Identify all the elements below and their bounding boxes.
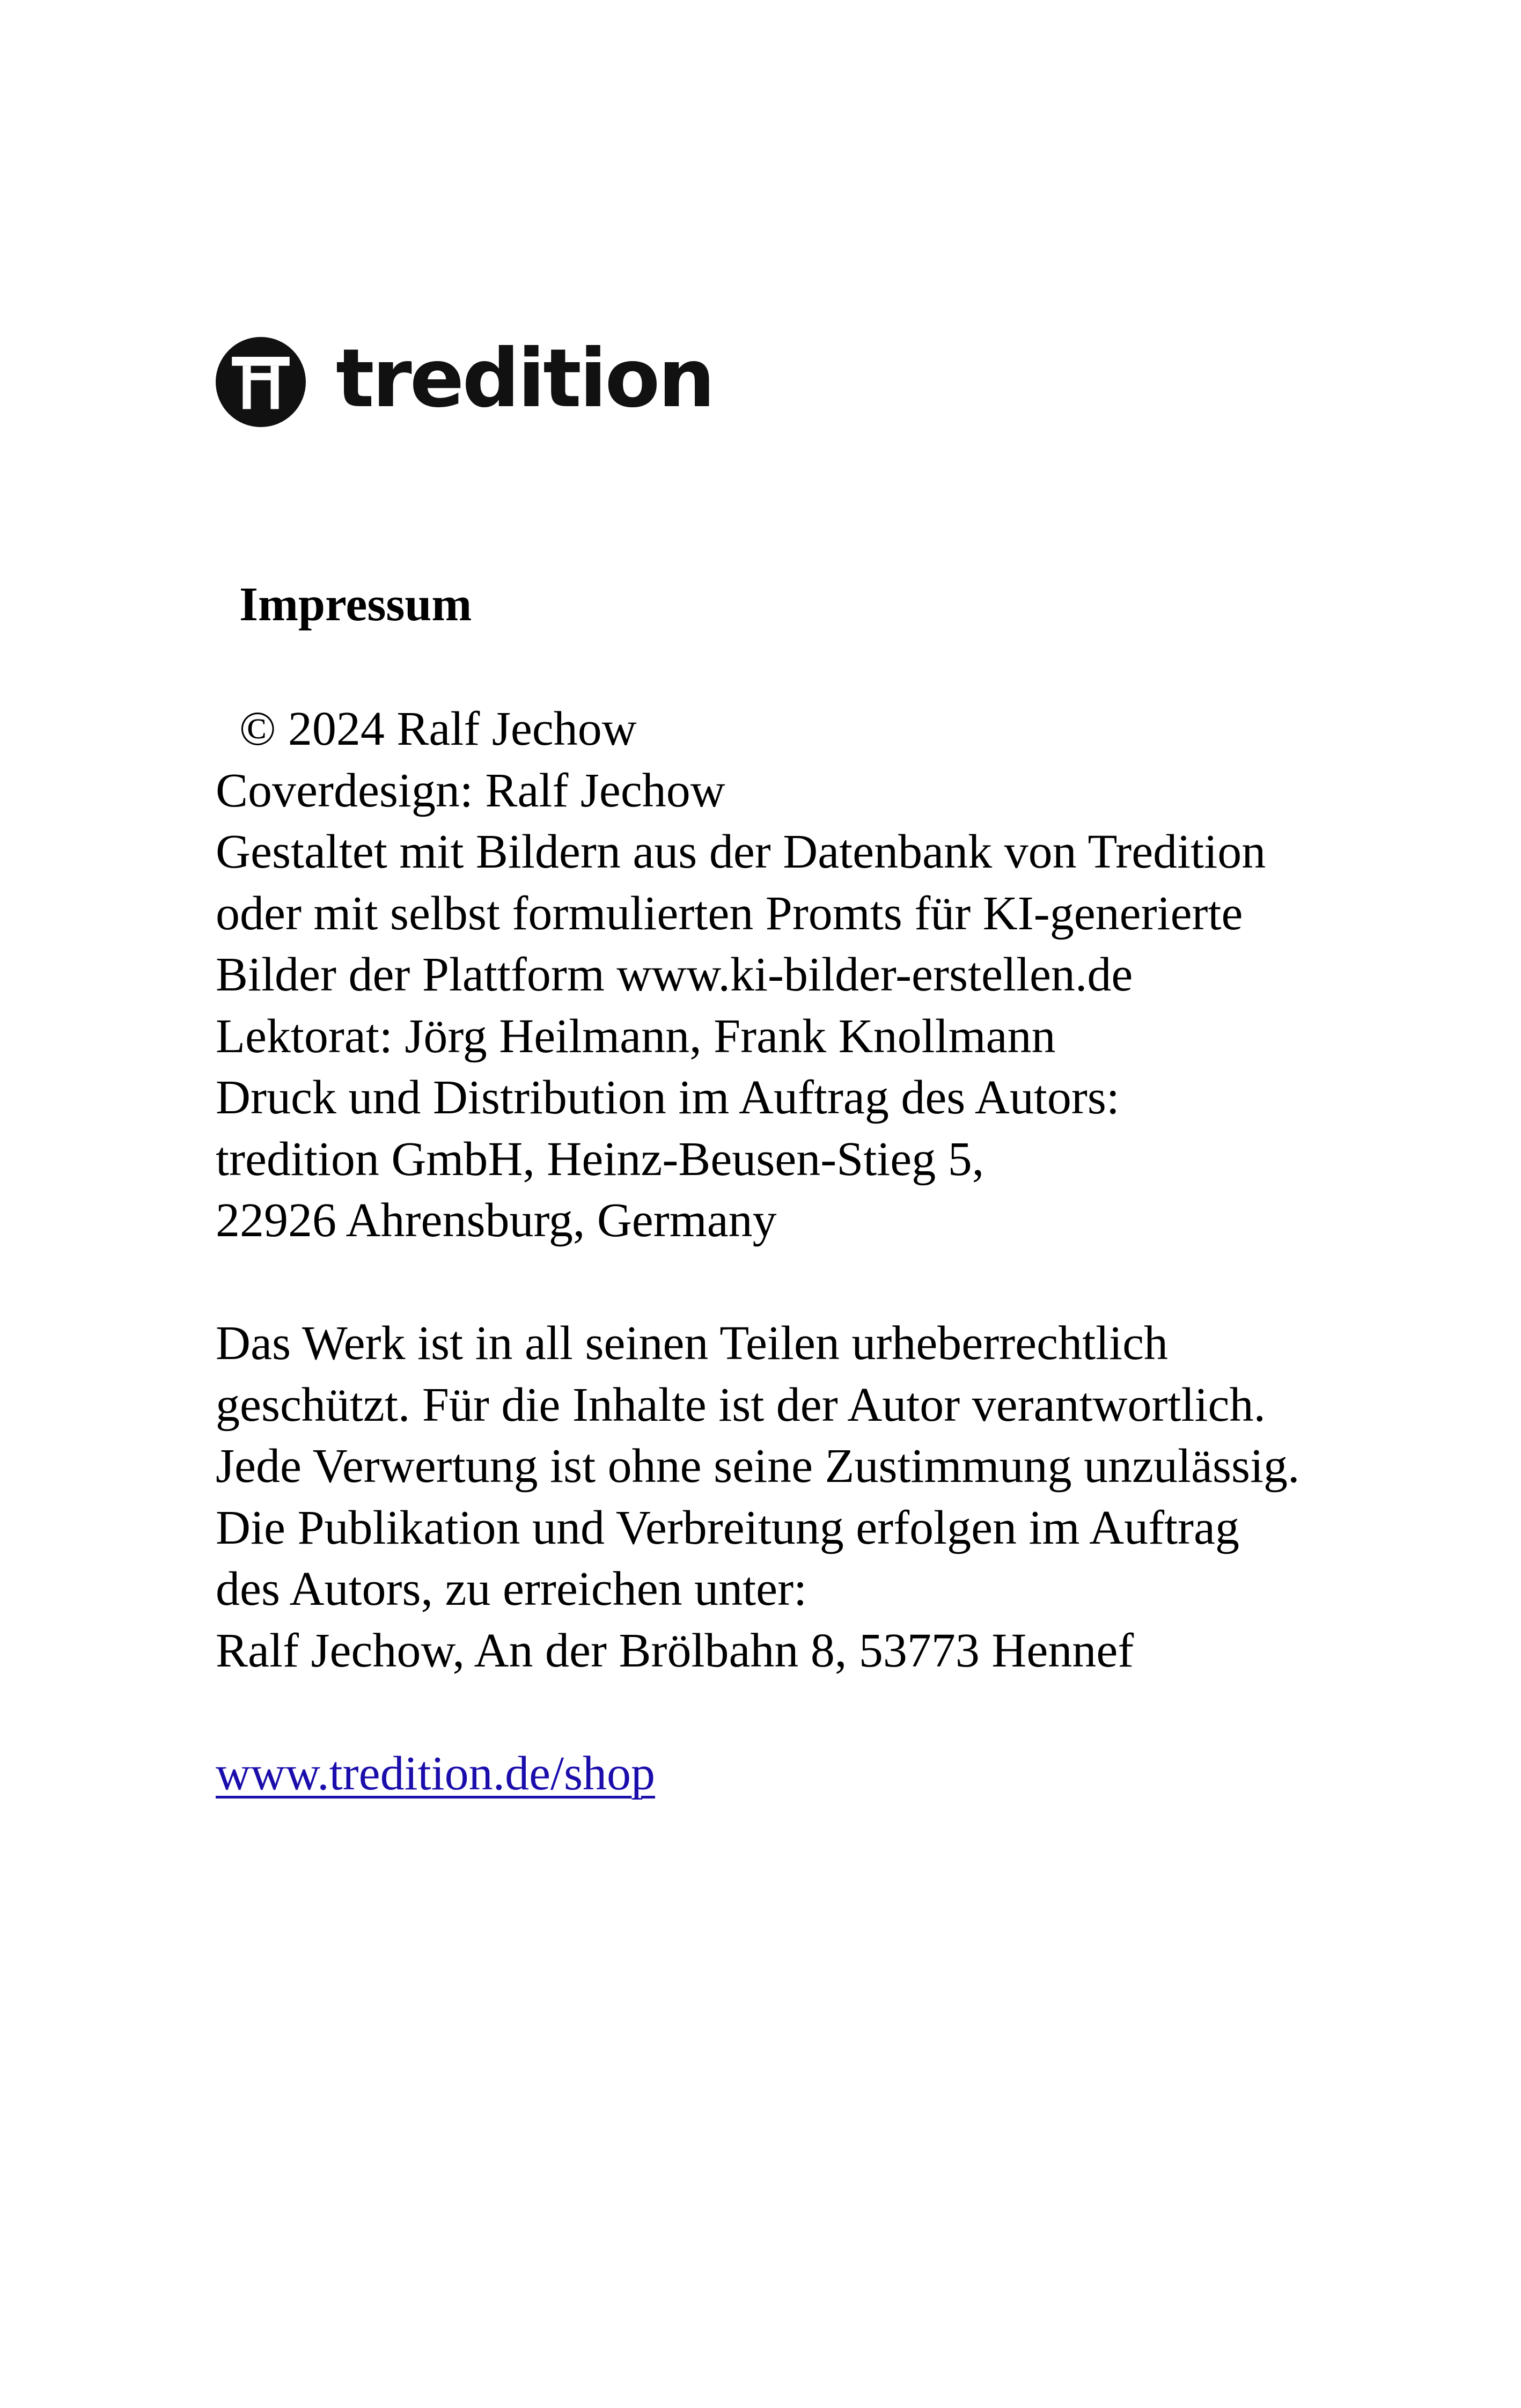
tredition-wordmark: tredition [336, 332, 714, 425]
imprint-line-images-3: Bilder der Plattform www.ki-bilder-erstellen.de [216, 948, 1133, 1001]
legal-line-5: des Autors, zu erreichen unter: [216, 1562, 807, 1616]
imprint-line-editing: Lektorat: Jörg Heilmann, Frank Knollmann [216, 1009, 1056, 1063]
legal-line-1: Das Werk ist in all seinen Teilen urheberrechtlich [216, 1317, 1169, 1370]
shop-link[interactable]: www.tredition.de/shop [216, 1746, 656, 1800]
page-title: Impressum [239, 578, 472, 631]
tredition-logo [216, 332, 714, 427]
imprint-line-publisher-address-1: tredition GmbH, Heinz-Beusen-Stieg 5, [216, 1132, 984, 1186]
author-address-line: Ralf Jechow, An der Brölbahn 8, 53773 Hennef [216, 1624, 1134, 1677]
legal-line-3: Jede Verwertung ist ohne seine Zustimmung unzulässig. [216, 1440, 1300, 1493]
paragraph-gap [216, 1682, 1342, 1743]
imprint-text [216, 699, 1342, 1804]
imprint-line-images-1: Gestaltet mit Bildern aus der Datenbank von Tredition [216, 825, 1266, 878]
imprint-line-distribution: Druck und Distribution im Auftrag des Autors: [216, 1071, 1120, 1124]
tredition-t-logo-icon [216, 337, 306, 427]
imprint-line-cover: Coverdesign: Ralf Jechow [216, 763, 725, 817]
imprint-line-publisher-address-2: 22926 Ahrensburg, Germany [216, 1194, 777, 1247]
shop-link-line [216, 1743, 1342, 1805]
copyright-line: © 2024 Ralf Jechow [239, 702, 637, 755]
paragraph-gap [216, 1252, 1342, 1313]
imprint-line-images-2: oder mit selbst formulierten Promts für KI-generierte [216, 886, 1243, 940]
legal-line-2: geschützt. Für die Inhalte ist der Autor verantwortlich. [216, 1378, 1266, 1431]
legal-line-4: Die Publikation und Verbreitung erfolgen im Auftrag [216, 1501, 1239, 1554]
